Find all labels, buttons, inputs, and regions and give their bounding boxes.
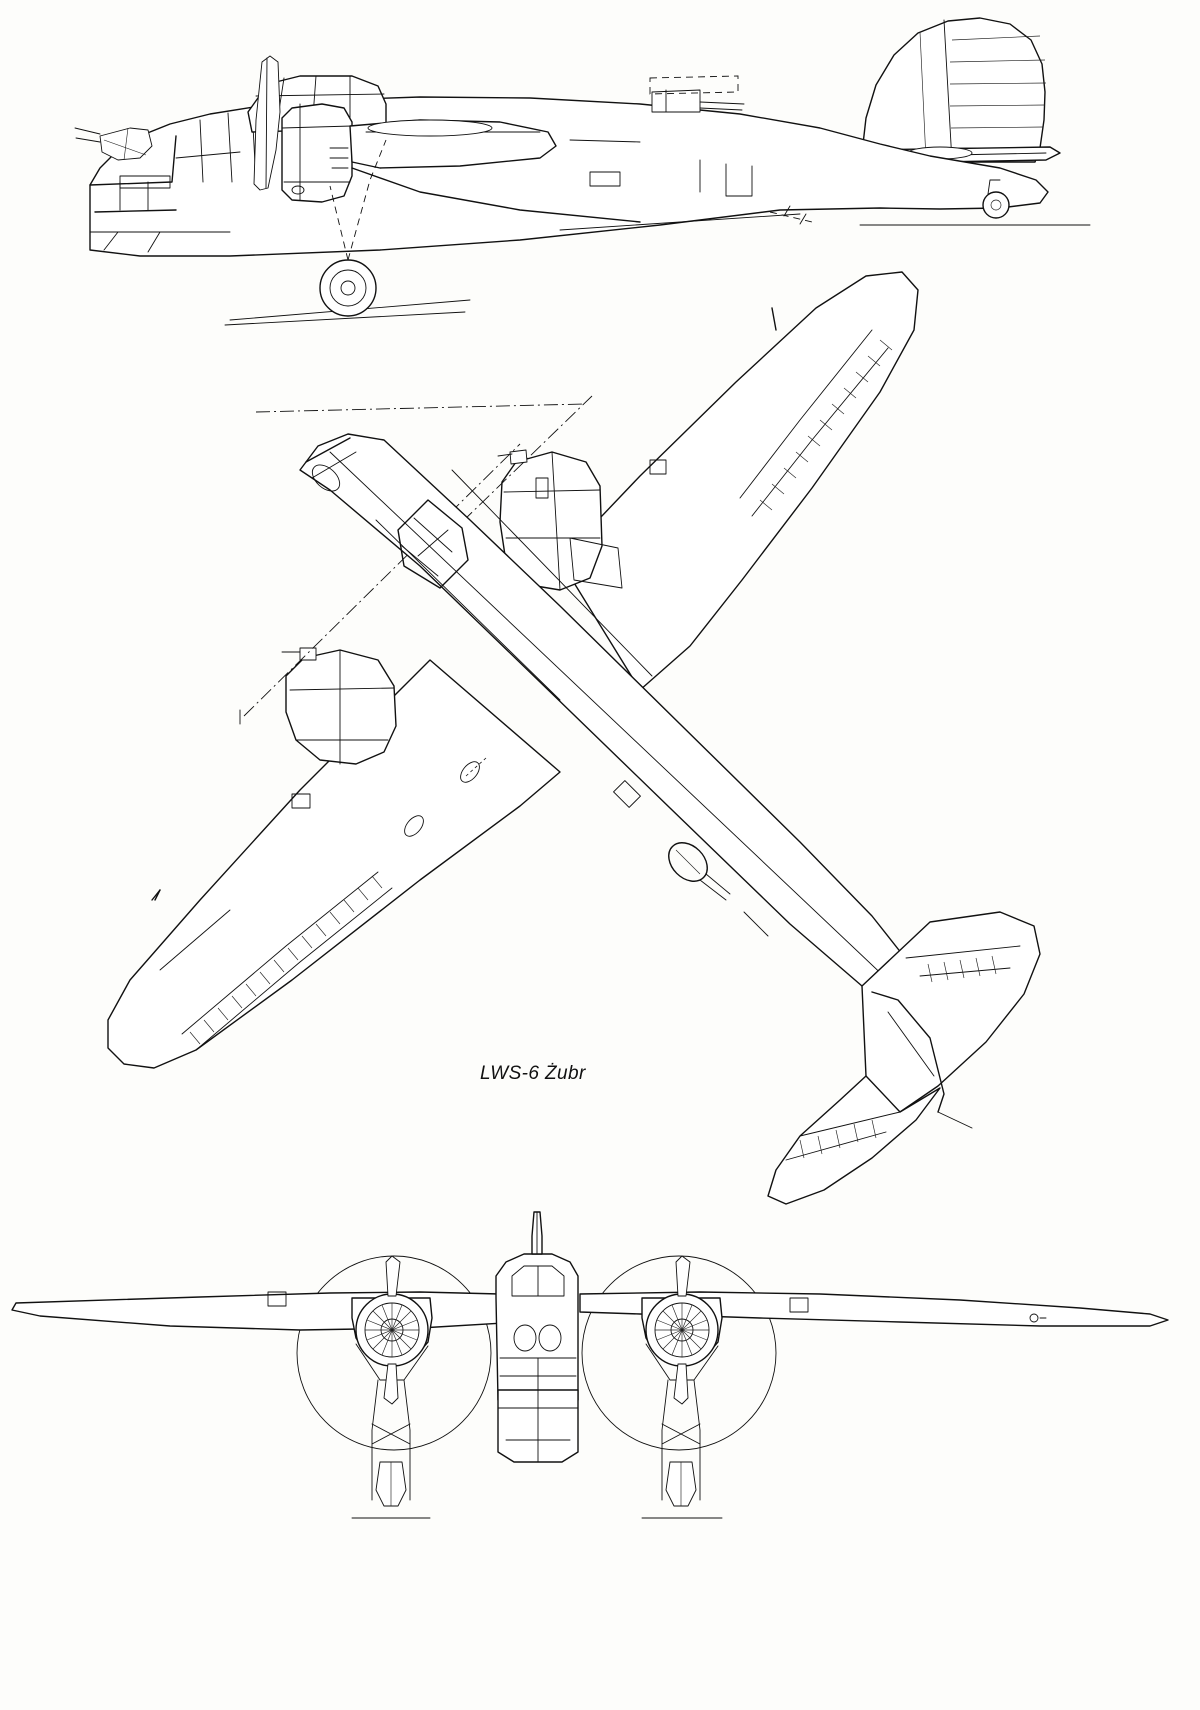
dorsal-gun-plan <box>700 880 726 900</box>
fuselage-hatch-plan <box>614 781 641 808</box>
prop-blade-left-up <box>386 1256 400 1296</box>
dorsal-gun-plan-2 <box>706 874 730 894</box>
dorsal-turret-detail <box>676 850 700 874</box>
wing-left-front <box>12 1292 522 1330</box>
engine-nacelle-side <box>282 104 352 202</box>
fin-plan-tip <box>938 1112 972 1128</box>
dorsal-gun-barrel-2 <box>700 108 742 110</box>
dorsal-gun-barrel <box>700 102 744 104</box>
view-side-elevation <box>75 18 1090 325</box>
wing-right-plan <box>560 272 918 690</box>
tail-dashed-mark <box>770 212 812 222</box>
fuselage-panel-line <box>744 912 768 936</box>
nacelle-front-boss <box>510 450 527 464</box>
engine-nacelle-left-plan <box>286 650 396 764</box>
drawing-caption: LWS-6 Żubr <box>480 1063 586 1084</box>
tail-tick <box>800 214 806 224</box>
nose-gun-barrel-2 <box>76 138 100 142</box>
prop-blade-left-down <box>384 1364 398 1404</box>
prop-blade-right-up <box>676 1256 690 1296</box>
right-wing-antenna-mast <box>772 308 776 330</box>
wing-tip-ellipse <box>368 120 492 136</box>
plan-reference-line <box>256 404 584 412</box>
tail-wheel <box>983 192 1009 218</box>
prop-blade-right-down <box>674 1364 688 1404</box>
nose-gun-barrel <box>75 128 100 134</box>
view-front-elevation <box>12 1212 1168 1518</box>
main-wheel-side <box>320 260 376 316</box>
vertical-fin <box>862 18 1045 162</box>
